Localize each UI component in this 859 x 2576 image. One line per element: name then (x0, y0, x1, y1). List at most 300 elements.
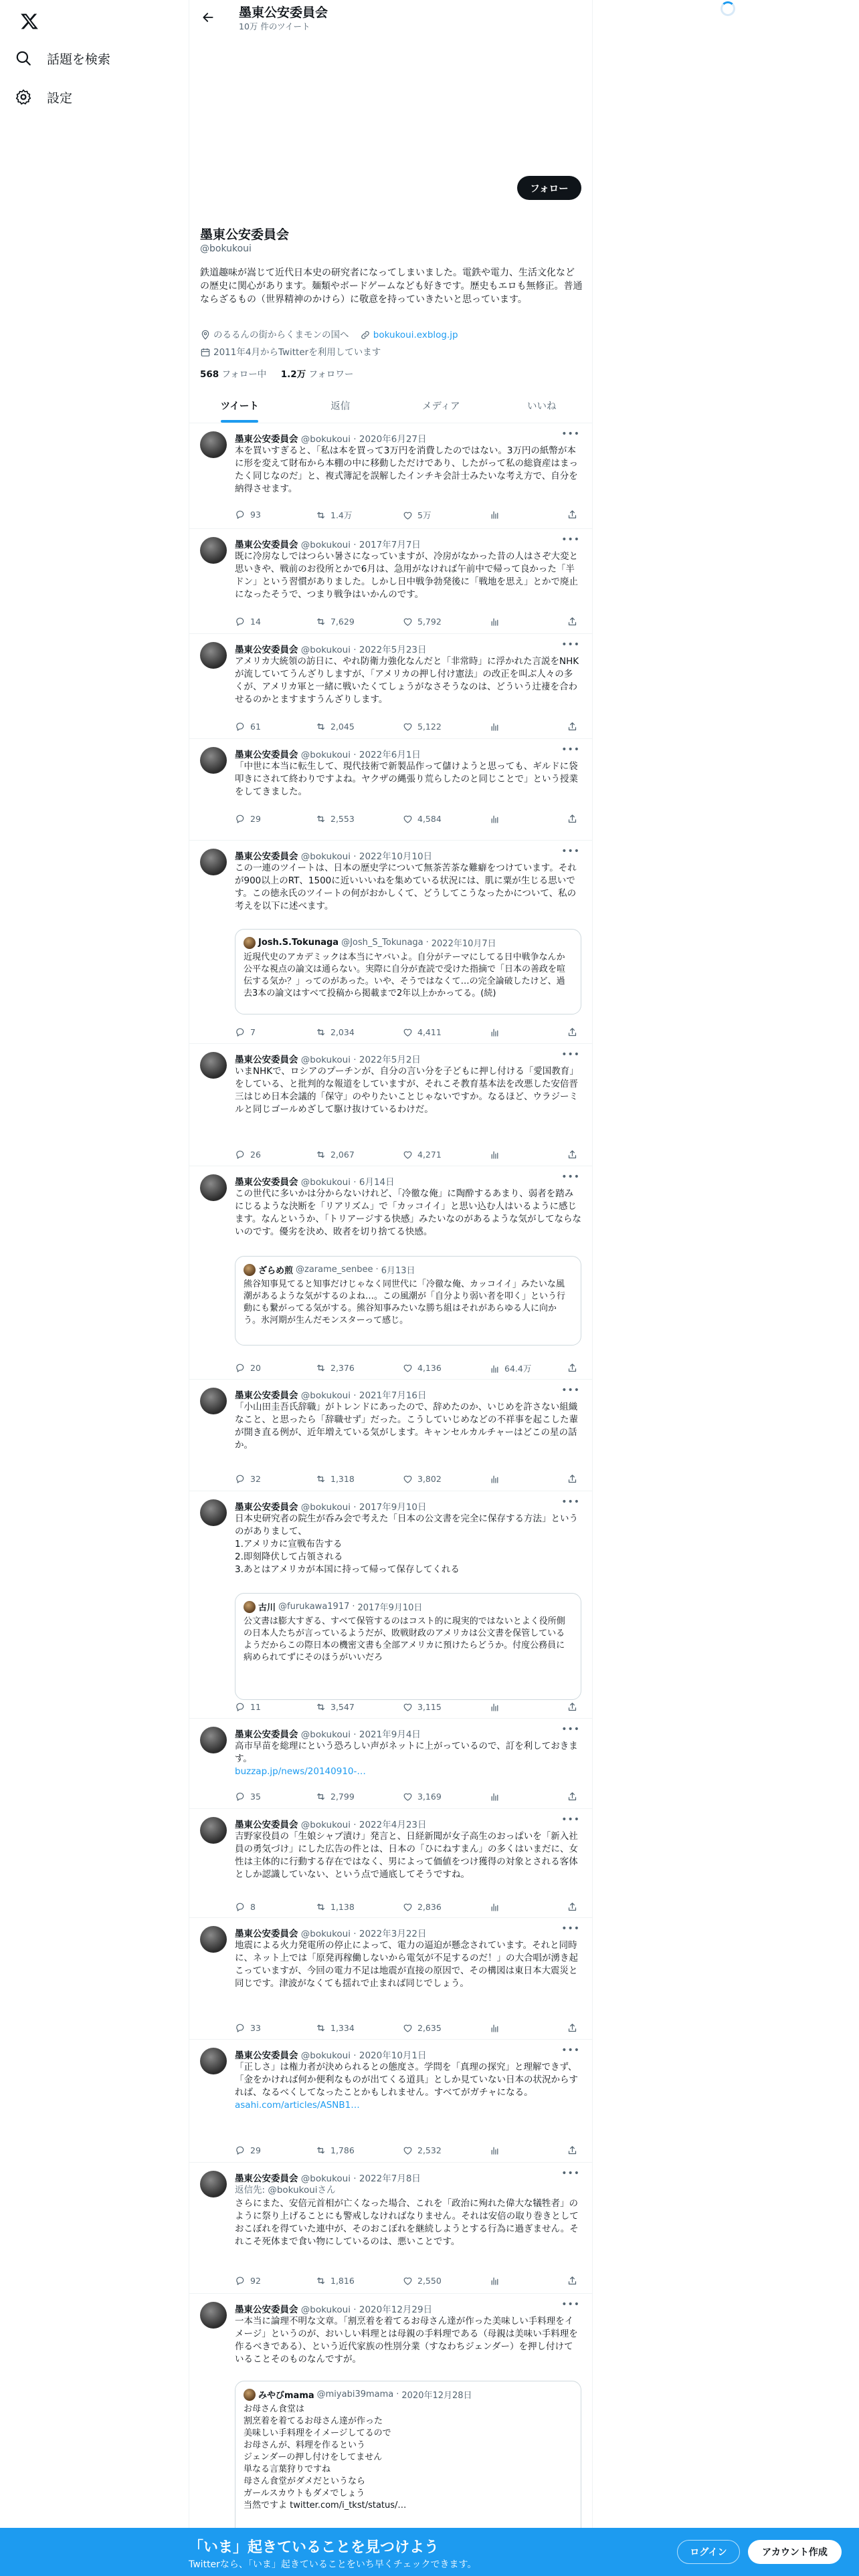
tweet-text-content: 日本史研究者の院生が呑み会で考えた「日本の公文書を完全に保存する方法」というのがありまして、 1.アメリカに宣戦布告する 2.即刻降伏して占領される 3.あとはアメリカが本国に持って帰って保存してくれる (235, 1513, 578, 1575)
tweet[interactable] (189, 739, 592, 841)
tweet[interactable] (189, 2040, 592, 2163)
retweet-button[interactable] (315, 616, 355, 627)
tweet-date[interactable]: 2022年3月22日 (359, 1929, 427, 1939)
like-button[interactable] (402, 2145, 442, 2156)
retweet-button[interactable] (315, 2275, 355, 2286)
nav-settings[interactable] (15, 80, 72, 114)
retweet-icon (315, 1901, 326, 1913)
more-options-icon[interactable]: ••• (561, 1724, 580, 1735)
like-button[interactable] (402, 1701, 442, 1713)
avatar[interactable] (200, 642, 227, 669)
share-icon (567, 2145, 578, 2156)
reply-button[interactable] (235, 1473, 261, 1485)
like-button[interactable] (402, 2022, 442, 2034)
tweet-text (235, 1740, 581, 1778)
tweet-date[interactable]: 2017年7月7日 (359, 540, 421, 550)
tweet-author-name[interactable]: 墨東公安委員会 (235, 2173, 298, 2184)
tweet[interactable] (189, 2294, 592, 2535)
tweet-header: 墨東公安委員会 @bokukoui · 2022年10月10日 (235, 851, 433, 862)
like-count: 4,584 (417, 814, 442, 824)
share-button[interactable] (567, 1701, 578, 1713)
retweet-icon (315, 2275, 326, 2286)
signup-banner-title: 「いま」起きていることを見つけよう (189, 2539, 440, 2556)
views-button[interactable] (489, 1701, 504, 1713)
views-button[interactable] (489, 1027, 504, 1038)
retweet-button[interactable] (315, 2022, 355, 2034)
quoted-tweet[interactable] (235, 1593, 581, 1700)
profile-website[interactable] (360, 328, 458, 342)
retweet-button[interactable] (315, 2145, 355, 2156)
retweet-count: 3,547 (330, 1702, 355, 1712)
views-button[interactable] (489, 1473, 504, 1485)
reply-count: 14 (250, 617, 261, 627)
tab-replies[interactable]: 返信 (330, 401, 351, 412)
more-options-icon[interactable]: ••• (561, 1814, 580, 1825)
heart-icon (402, 616, 413, 627)
follow-button[interactable]: フォロー (517, 176, 581, 200)
like-count: 3,115 (417, 1702, 442, 1712)
reply-to-label: 返信先: @bokukouiさん (235, 2185, 336, 2195)
avatar[interactable] (200, 1388, 227, 1414)
avatar[interactable] (200, 431, 227, 458)
tweet-author-name[interactable]: 墨東公安委員会 (235, 1055, 298, 1065)
more-options-icon[interactable]: ••• (561, 846, 580, 857)
like-button[interactable] (402, 616, 442, 627)
tweet-date[interactable]: 2020年12月29日 (359, 2304, 433, 2315)
tweet-author-name[interactable]: 墨東公安委員会 (235, 434, 298, 445)
share-icon (567, 1473, 578, 1485)
tweet-text-content: いまNHKで、ロシアのプーチンが、自分の言い分を子どもに押し付ける「愛国教育」をしている、と批判的な報道をしていますが、それこそ教育基本法を改悪した安倍晋三はじめ日本会議的「保守」のやりたいことじゃないですか。なるほど、ウラジーミルと同じゴールめざして駆け抜けているわけだ。 (235, 1066, 579, 1115)
tweet-header: 墨東公安委員会 @bokukoui · 2022年4月23日 (235, 1820, 427, 1830)
profile-banner (189, 35, 592, 169)
reply-count: 7 (250, 1027, 256, 1037)
tweet-text (235, 655, 581, 706)
retweet-icon (315, 1149, 326, 1160)
tweet-link[interactable]: asahi.com/articles/ASNB1… (235, 2100, 360, 2111)
avatar[interactable] (200, 1727, 227, 1753)
reply-button[interactable] (235, 2275, 261, 2286)
following-count: 568 (200, 369, 219, 380)
tab-likes[interactable]: いいね (527, 401, 557, 412)
tweet-text (235, 1188, 581, 1239)
tweet-author-name[interactable]: 墨東公安委員会 (235, 1177, 298, 1188)
tweet-date[interactable]: 2017年9月10日 (359, 1502, 427, 1513)
more-options-icon[interactable]: ••• (561, 639, 580, 650)
tweet-author-name[interactable]: 墨東公安委員会 (235, 1929, 298, 1939)
tweet-text (235, 2197, 581, 2248)
quoted-tweet-date: 2017年9月10日 (357, 1603, 423, 1613)
reply-button[interactable] (235, 1362, 261, 1374)
views-bar-chart-icon (489, 616, 500, 627)
quoted-tweet[interactable] (235, 2381, 581, 2535)
followers-label: フォロワー (308, 369, 354, 380)
heart-icon (402, 510, 413, 521)
tweet-author-name[interactable]: 墨東公安委員会 (235, 1390, 298, 1401)
views-button[interactable] (489, 2022, 504, 2034)
reply-button[interactable] (235, 1701, 261, 1713)
share-icon (567, 2022, 578, 2034)
retweet-button[interactable] (315, 813, 355, 825)
signup-button[interactable]: アカウント作成 (748, 2540, 842, 2564)
share-button[interactable] (567, 1149, 578, 1160)
nav-settings-label: 設定 (47, 90, 73, 106)
like-button[interactable] (402, 2275, 442, 2286)
like-button[interactable] (402, 813, 442, 825)
profile-website-link[interactable]: bokukoui.exblog.jp (373, 330, 458, 340)
avatar[interactable] (200, 849, 227, 875)
tab-media[interactable]: メディア (421, 401, 460, 412)
retweet-count: 1,816 (330, 2276, 355, 2286)
reply-button[interactable] (235, 1791, 261, 1802)
tweet-text-content: さらにまた、安倍元首相が亡くなった場合、これを「政治に殉れた偉大な犠牲者」のように祭り上げることにも警戒しなければなりません。それは安倍の取り巻きとしておこぼれを得ていた連中が、そのおこぼれを継続しようとする行為に過ぎません。それこそ死体まで食い物にしているのは、悪いことです。 (235, 2198, 579, 2247)
like-count: 4,411 (417, 1027, 442, 1037)
retweet-button[interactable] (315, 509, 352, 521)
tweet-author-name[interactable]: 墨東公安委員会 (235, 1820, 298, 1830)
share-button[interactable] (567, 616, 578, 627)
reply-count: 11 (250, 1702, 261, 1712)
tweet-date[interactable]: 2022年5月2日 (359, 1055, 421, 1065)
followers-link[interactable] (281, 369, 354, 380)
profile-meta (200, 328, 583, 362)
heart-icon (402, 1701, 413, 1713)
following-link[interactable] (200, 369, 266, 380)
reply-button[interactable] (235, 509, 261, 520)
tweet-date[interactable]: 2020年6月27日 (359, 434, 427, 445)
heart-icon (402, 1473, 413, 1485)
like-button[interactable] (402, 1362, 442, 1374)
tweet-date[interactable]: 2022年4月23日 (359, 1820, 427, 1830)
tweet-header: 墨東公安委員会 @bokukoui · 2017年9月10日 (235, 1502, 427, 1513)
quoted-tweet-header: Josh.S.Tokunaga @Josh_S_Tokunaga · 2022年10月7日 (244, 936, 573, 949)
share-button[interactable] (567, 1791, 578, 1802)
heart-icon (402, 721, 413, 732)
avatar[interactable] (200, 2302, 227, 2329)
profile-location-text: のるるんの街からくまモンの国へ (213, 330, 349, 340)
login-button[interactable]: ログイン (677, 2540, 740, 2564)
tweet-header: 墨東公安委員会 @bokukoui · 2022年5月23日 (235, 645, 427, 655)
share-button[interactable] (567, 2145, 578, 2156)
tweet-author-name[interactable]: 墨東公安委員会 (235, 2304, 298, 2315)
tweet-link[interactable]: buzzap.jp/news/20140910-… (235, 1766, 366, 1777)
more-options-icon[interactable]: ••• (561, 1172, 580, 1182)
views-button[interactable] (489, 2145, 504, 2156)
avatar[interactable] (200, 2171, 227, 2197)
views-button[interactable] (489, 1901, 504, 1913)
reply-button[interactable] (235, 2022, 261, 2034)
heart-icon (402, 813, 413, 825)
share-button[interactable] (567, 2022, 578, 2034)
reply-count: 29 (250, 2145, 261, 2155)
retweet-count: 2,034 (330, 1027, 355, 1037)
retweet-count: 2,553 (330, 814, 355, 824)
retweet-icon (315, 1473, 326, 1485)
share-icon (567, 813, 578, 825)
more-options-icon[interactable]: ••• (561, 2168, 580, 2179)
avatar[interactable] (200, 747, 227, 774)
tweet-text (235, 550, 581, 601)
retweet-button[interactable] (315, 1791, 355, 1802)
more-options-icon[interactable]: ••• (561, 1497, 580, 1507)
quoted-author-handle: @zarame_senbee (296, 1265, 373, 1275)
quoted-author-handle: @miyabi39mama (316, 2389, 394, 2399)
retweet-count: 1,334 (330, 2023, 355, 2033)
tweet[interactable] (189, 1719, 592, 1809)
views-button[interactable] (489, 813, 504, 825)
share-button[interactable] (567, 1027, 578, 1038)
tweet[interactable] (189, 634, 592, 739)
like-count: 2,836 (417, 1902, 442, 1912)
reply-button[interactable] (235, 813, 261, 825)
followers-count: 1.2万 (280, 369, 306, 380)
more-options-icon[interactable]: ••• (561, 429, 580, 439)
quoted-avatar (244, 1601, 256, 1613)
tweet-date[interactable]: 2022年7月8日 (359, 2173, 421, 2184)
tweet-text-content: 本を買いすぎると、「私は本を買って3万円を消費したのではない。3万円の紙幣が本に形を変えて財布から本棚の中に移動しただけであり、したがって私の総資産はまったく同じなのだ」と、複式簿記を誤解したインチキ会計士みたいな考え方で、自分を納得させます。 (235, 445, 578, 494)
tweet-header: 墨東公安委員会 @bokukoui · 2022年7月8日 (235, 2173, 421, 2184)
avatar[interactable] (200, 2048, 227, 2074)
more-options-icon[interactable]: ••• (561, 1923, 580, 1934)
tweet-text (235, 1065, 581, 1116)
gear-icon (15, 88, 32, 106)
retweet-button[interactable] (315, 1362, 355, 1374)
tweet[interactable] (189, 423, 592, 529)
tweet-author-name[interactable]: 墨東公安委員会 (235, 1729, 298, 1740)
views-bar-chart-icon (489, 813, 500, 825)
following-label: フォロー中 (221, 369, 267, 380)
retweet-icon (315, 2145, 326, 2156)
reply-icon (235, 1473, 246, 1485)
left-navigation (0, 0, 189, 2576)
reply-button[interactable] (235, 1149, 261, 1160)
quoted-tweet[interactable] (235, 1256, 581, 1346)
tweet-text-content: 吉野家役員の「生娘シャブ漬け」発言と、日経新聞が女子高生のおっぱいを「新入社員の勇気づけ」にした広告の件とは、日本の「ひにねすまん」の多くはいまだに、女性は主体的に行動する存在ではなく、男によって価値をつけ獲得の対象とされる客体としか認識していない、という点で通底してそうですね。 (235, 1831, 578, 1880)
like-count: 4,271 (417, 1150, 442, 1160)
reply-icon (235, 1027, 246, 1038)
views-button[interactable] (489, 1791, 504, 1802)
share-button[interactable] (567, 1362, 578, 1374)
tweet-date[interactable]: 2021年9月4日 (359, 1729, 421, 1740)
tweet[interactable] (189, 1491, 592, 1719)
view-count: 64.4万 (504, 1364, 532, 1374)
quoted-author-name: Josh.S.Tokunaga (258, 938, 339, 948)
views-button[interactable] (489, 1149, 504, 1160)
quoted-tweet-date: 6月13日 (381, 1266, 415, 1276)
avatar[interactable] (200, 1052, 227, 1079)
views-button[interactable] (489, 616, 504, 627)
like-button[interactable] (402, 721, 442, 732)
profile-joined-text: 2011年4月からTwitterを利用しています (213, 347, 381, 358)
tweet-text (235, 1513, 581, 1576)
heart-icon (402, 1027, 413, 1038)
signup-banner (0, 2528, 859, 2576)
profile-handle: @bokukoui (200, 243, 252, 254)
like-button[interactable] (402, 1901, 442, 1913)
like-count: 2,532 (417, 2145, 442, 2155)
retweet-icon (315, 1791, 326, 1802)
reply-icon (235, 2275, 246, 2286)
tweet-actions (235, 1901, 581, 1915)
reply-count: 8 (250, 1902, 256, 1912)
retweet-button[interactable] (315, 1901, 355, 1913)
tweet-actions (235, 1027, 581, 1040)
like-button[interactable] (402, 1473, 442, 1485)
tweet-author-handle: @bokukoui (300, 645, 351, 655)
more-options-icon[interactable]: ••• (561, 534, 580, 545)
tweet-date[interactable]: 6月14日 (359, 1177, 395, 1188)
tweet-date[interactable]: 2022年6月1日 (359, 750, 421, 760)
reply-button[interactable] (235, 1901, 256, 1913)
views-bar-chart-icon (489, 509, 500, 520)
avatar[interactable] (200, 1174, 227, 1201)
like-button[interactable] (402, 1149, 442, 1160)
more-options-icon[interactable]: ••• (561, 2299, 580, 2310)
views-button[interactable] (489, 2275, 504, 2286)
retweet-button[interactable] (315, 1027, 355, 1038)
like-count: 5万 (417, 510, 432, 520)
tweet[interactable] (189, 1380, 592, 1491)
views-button[interactable] (489, 721, 504, 732)
retweet-count: 1,138 (330, 1902, 355, 1912)
tweet-actions (235, 813, 581, 827)
tweet[interactable] (189, 1809, 592, 1918)
like-count: 2,635 (417, 2023, 442, 2033)
views-button[interactable] (489, 509, 504, 520)
share-button[interactable] (567, 721, 578, 732)
retweet-icon (315, 2022, 326, 2034)
tweet[interactable] (189, 529, 592, 634)
tweet[interactable] (189, 2163, 592, 2294)
tweet-author-handle: @bokukoui (300, 1502, 351, 1513)
reply-button[interactable] (235, 1027, 256, 1038)
like-button[interactable] (402, 1791, 442, 1802)
more-options-icon[interactable]: ••• (561, 744, 580, 755)
like-count: 3,802 (417, 1474, 442, 1484)
tweet-date[interactable]: 2022年10月10日 (359, 851, 433, 862)
retweet-button[interactable] (315, 1473, 355, 1485)
retweet-count: 2,799 (330, 1792, 355, 1802)
like-button[interactable] (402, 509, 431, 521)
tweet-actions (235, 2145, 581, 2158)
tweet-header: 墨東公安委員会 @bokukoui · 2020年10月1日 (235, 2050, 427, 2061)
retweet-count: 7,629 (330, 617, 355, 627)
quoted-author-handle: @furukawa1917 (278, 1602, 350, 1612)
tweet-author-name[interactable]: 墨東公安委員会 (235, 540, 298, 550)
reply-icon (235, 1791, 246, 1802)
retweet-button[interactable] (315, 721, 355, 732)
heart-icon (402, 1149, 413, 1160)
tweet-actions (235, 721, 581, 734)
share-button[interactable] (567, 813, 578, 825)
tweet-author-handle: @bokukoui (300, 540, 351, 550)
x-logo-icon[interactable] (15, 7, 44, 36)
tweet-text (235, 760, 581, 798)
tweet-header: 墨東公安委員会 @bokukoui · 2020年6月27日 (235, 434, 427, 445)
quoted-avatar (244, 1264, 256, 1276)
tweet-author-handle: @bokukoui (300, 1177, 351, 1188)
retweet-count: 2,376 (330, 1363, 355, 1373)
views-button[interactable] (489, 1362, 531, 1374)
reply-button[interactable] (235, 721, 261, 732)
like-count: 4,136 (417, 1363, 442, 1373)
tweet-actions (235, 1701, 581, 1715)
retweet-count: 1,318 (330, 1474, 355, 1484)
search-icon (15, 49, 32, 67)
tweet-author-name[interactable]: 墨東公安委員会 (235, 645, 298, 655)
more-options-icon[interactable]: ••• (561, 2045, 580, 2056)
retweet-button[interactable] (315, 1149, 355, 1160)
profile-bio: 鉄道趣味が嵩じて近代日本史の研究者になってしまいました。電鉄や電力、生活文化などの歴史に関心があります。麺類やボードゲームなども好きです。歴史もエロも無修正。普通ならざるもの（世界精神のかけら）に敬意を持っていきたいと思っています。 (200, 267, 583, 305)
quoted-tweet-header: 古川 @furukawa1917 · 2017年9月10日 (244, 1600, 573, 1613)
views-bar-chart-icon (489, 2145, 500, 2156)
tweet[interactable] (189, 841, 592, 1044)
tweet-author-handle: @bokukoui (300, 2304, 351, 2315)
tab-tweets[interactable]: ツイート (189, 388, 290, 423)
quoted-tweet[interactable] (235, 929, 581, 1014)
calendar-icon (200, 347, 211, 358)
share-button[interactable] (567, 509, 578, 520)
tweet-author-name[interactable]: 墨東公安委員会 (235, 851, 298, 862)
tweet-text-content: 「中世に本当に転生して、現代技術で新製品作って儲けようと思っても、ギルドに袋叩きにされて終わりですよね。ヤクザの縄張り荒らしたのと同じことで」という授業をしてきました。 (235, 761, 578, 797)
more-options-icon[interactable]: ••• (561, 1385, 580, 1396)
reply-button[interactable] (235, 616, 261, 627)
more-options-icon[interactable]: ••• (561, 1049, 580, 1060)
share-icon (567, 1701, 578, 1713)
share-button[interactable] (567, 1473, 578, 1485)
like-count: 2,550 (417, 2276, 442, 2286)
tweet-actions (235, 2275, 581, 2288)
share-icon (567, 1791, 578, 1802)
share-icon (567, 509, 578, 520)
share-icon (567, 1901, 578, 1913)
tweet-actions (235, 1473, 581, 1487)
tweet-author-name[interactable]: 墨東公安委員会 (235, 1502, 298, 1513)
profile-location (200, 328, 349, 342)
views-bar-chart-icon (489, 721, 500, 732)
tweet-author-name[interactable]: 墨東公安委員会 (235, 750, 298, 760)
share-button[interactable] (567, 2275, 578, 2286)
tweet-author-name[interactable]: 墨東公安委員会 (235, 2050, 298, 2061)
nav-explore[interactable] (15, 41, 110, 75)
avatar[interactable] (200, 1817, 227, 1844)
reply-button[interactable] (235, 2145, 261, 2156)
avatar[interactable] (200, 1926, 227, 1953)
tweet-date[interactable]: 2022年5月23日 (359, 645, 427, 655)
share-icon (567, 2275, 578, 2286)
tweet-author-handle: @bokukoui (300, 1929, 351, 1939)
like-button[interactable] (402, 1027, 442, 1038)
back-button[interactable] (196, 5, 220, 29)
reply-count: 29 (250, 814, 261, 824)
tweet[interactable] (189, 1166, 592, 1380)
share-button[interactable] (567, 1901, 578, 1913)
tweet[interactable] (189, 1918, 592, 2040)
signup-banner-subtitle: Twitterなら、「いま」起きていることをいち早くチェックできます。 (189, 2559, 477, 2570)
tweet-date[interactable]: 2021年7月16日 (359, 1390, 427, 1401)
tweet-header: 墨東公安委員会 @bokukoui · 2022年5月2日 (235, 1055, 421, 1065)
heart-icon (402, 2022, 413, 2034)
share-icon (567, 1027, 578, 1038)
tweet-date[interactable]: 2020年10月1日 (359, 2050, 427, 2061)
retweet-button[interactable] (315, 1701, 355, 1713)
tweet-header: 墨東公安委員会 @bokukoui · 2022年3月22日 (235, 1929, 427, 1939)
avatar[interactable] (200, 537, 227, 564)
tweet-text-content: 地震による火力発電所の停止によって、電力の逼迫が懸念されています。それと同時に、ネット上では「原発再稼働しないから電気が不足するのだ！」の大合唱が湧き起こっていますが、今回の電力不足は地震が直接の原因で、その構図は東日本大震災と同じです。津波がなくても揺れで止まれば同じでしょう。 (235, 1940, 578, 1989)
avatar[interactable] (200, 1499, 227, 1526)
tweet-author-handle: @bokukoui (300, 1729, 351, 1740)
tweet-header: 墨東公安委員会 @bokukoui · 6月14日 (235, 1177, 395, 1188)
views-bar-chart-icon (489, 1473, 500, 1485)
tweet[interactable] (189, 1044, 592, 1166)
